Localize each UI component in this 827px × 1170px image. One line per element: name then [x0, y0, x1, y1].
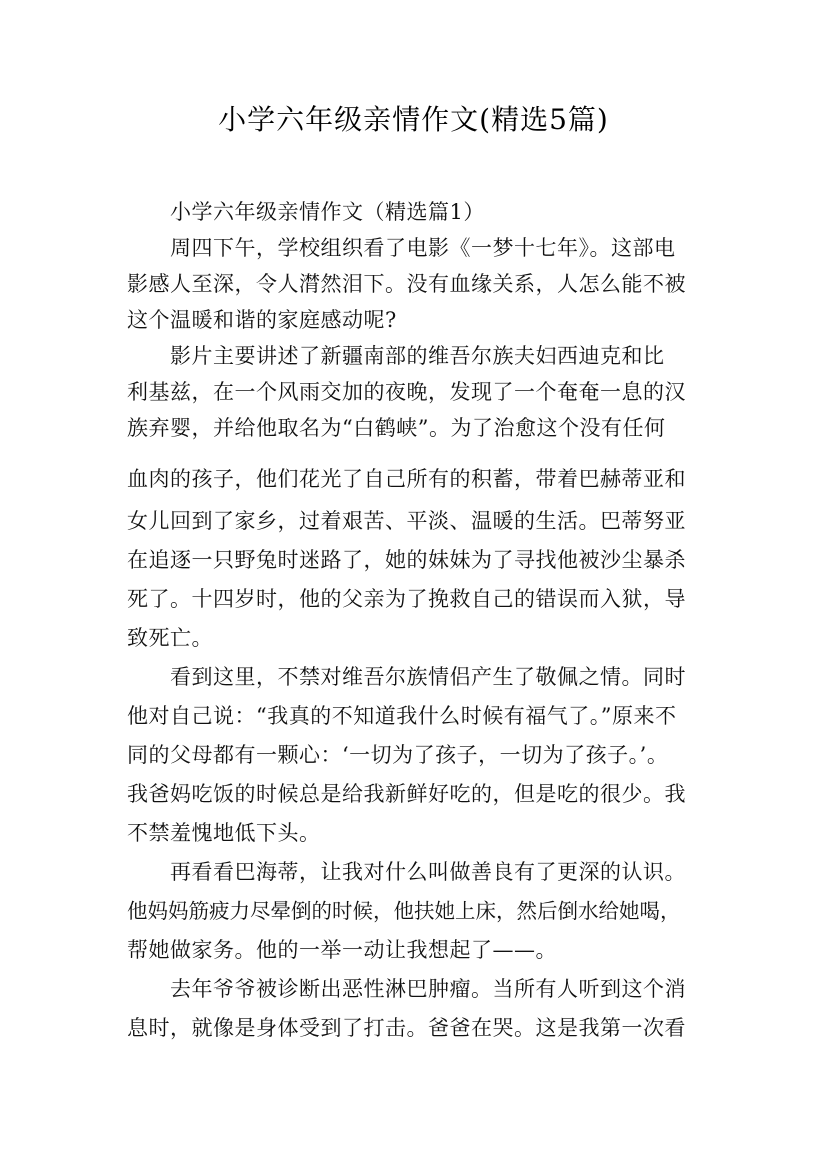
- paragraph-line: 不禁羞愧地低下头。: [127, 821, 321, 845]
- paragraph-line: 这个温暖和谐的家庭感动呢?: [127, 308, 397, 332]
- paragraph-line: 再看看巴海蒂，让我对什么叫做善良有了更深的认识。: [170, 860, 686, 884]
- section-heading: 小学六年级亲情作文（精选篇1）: [170, 200, 485, 224]
- paragraph-line: 周四下午，学校组织看了电影《一梦十七年》。这部电: [170, 236, 676, 260]
- document-title: 小学六年级亲情作文(精选5篇): [218, 103, 609, 136]
- paragraph-line: 看到这里，不禁对维吾尔族情侣产生了敬佩之情。同时: [170, 665, 686, 689]
- paragraph-line: 我爸妈吃饭的时候总是给我新鲜好吃的，但是吃的很少。我: [127, 782, 686, 806]
- paragraph-line: 女儿回到了家乡，过着艰苦、平淡、温暖的生活。巴蒂努亚: [127, 509, 686, 533]
- paragraph-line: 死了。十四岁时，他的父亲为了挽救自己的错误而入狱，导: [127, 587, 686, 611]
- paragraph-line: 他妈妈筋疲力尽晕倒的时候，他扶她上床，然后倒水给她喝，: [127, 899, 681, 923]
- paragraph-line: 血肉的孩子，他们花光了自己所有的积蓄，带着巴赫蒂亚和: [127, 467, 686, 491]
- paragraph-line: 息时，就像是身体受到了打击。爸爸在哭。这是我第一次看: [127, 1016, 686, 1040]
- paragraph-line: 影片主要讲述了新疆南部的维吾尔族夫妇西迪克和比: [170, 344, 665, 368]
- paragraph-line: 影感人至深，令人潸然泪下。没有血缘关系，人怎么能不被: [127, 272, 686, 296]
- paragraph-line: 族弃婴，并给他取名为“白鹤峡”。为了治愈这个没有任何: [127, 416, 666, 440]
- paragraph-line: 他对自己说：“我真的不知道我什么时候有福气了。”原来不: [127, 704, 677, 728]
- paragraph-line: 利基兹，在一个风雨交加的夜晚，发现了一个奄奄一息的汉: [127, 380, 686, 404]
- paragraph-line: 同的父母都有一颗心：‘一切为了孩子，一切为了孩子。’。: [127, 743, 669, 767]
- paragraph-line: 帮她做家务。他的一举一动让我想起了——。: [127, 938, 557, 962]
- paragraph-line: 去年爷爷被诊断出恶性淋巴肿瘤。当所有人听到这个消: [170, 977, 686, 1001]
- paragraph-line: 在追逐一只野兔时迷路了，她的妹妹为了寻找他被沙尘暴杀: [127, 548, 686, 572]
- paragraph-line: 致死亡。: [127, 626, 213, 650]
